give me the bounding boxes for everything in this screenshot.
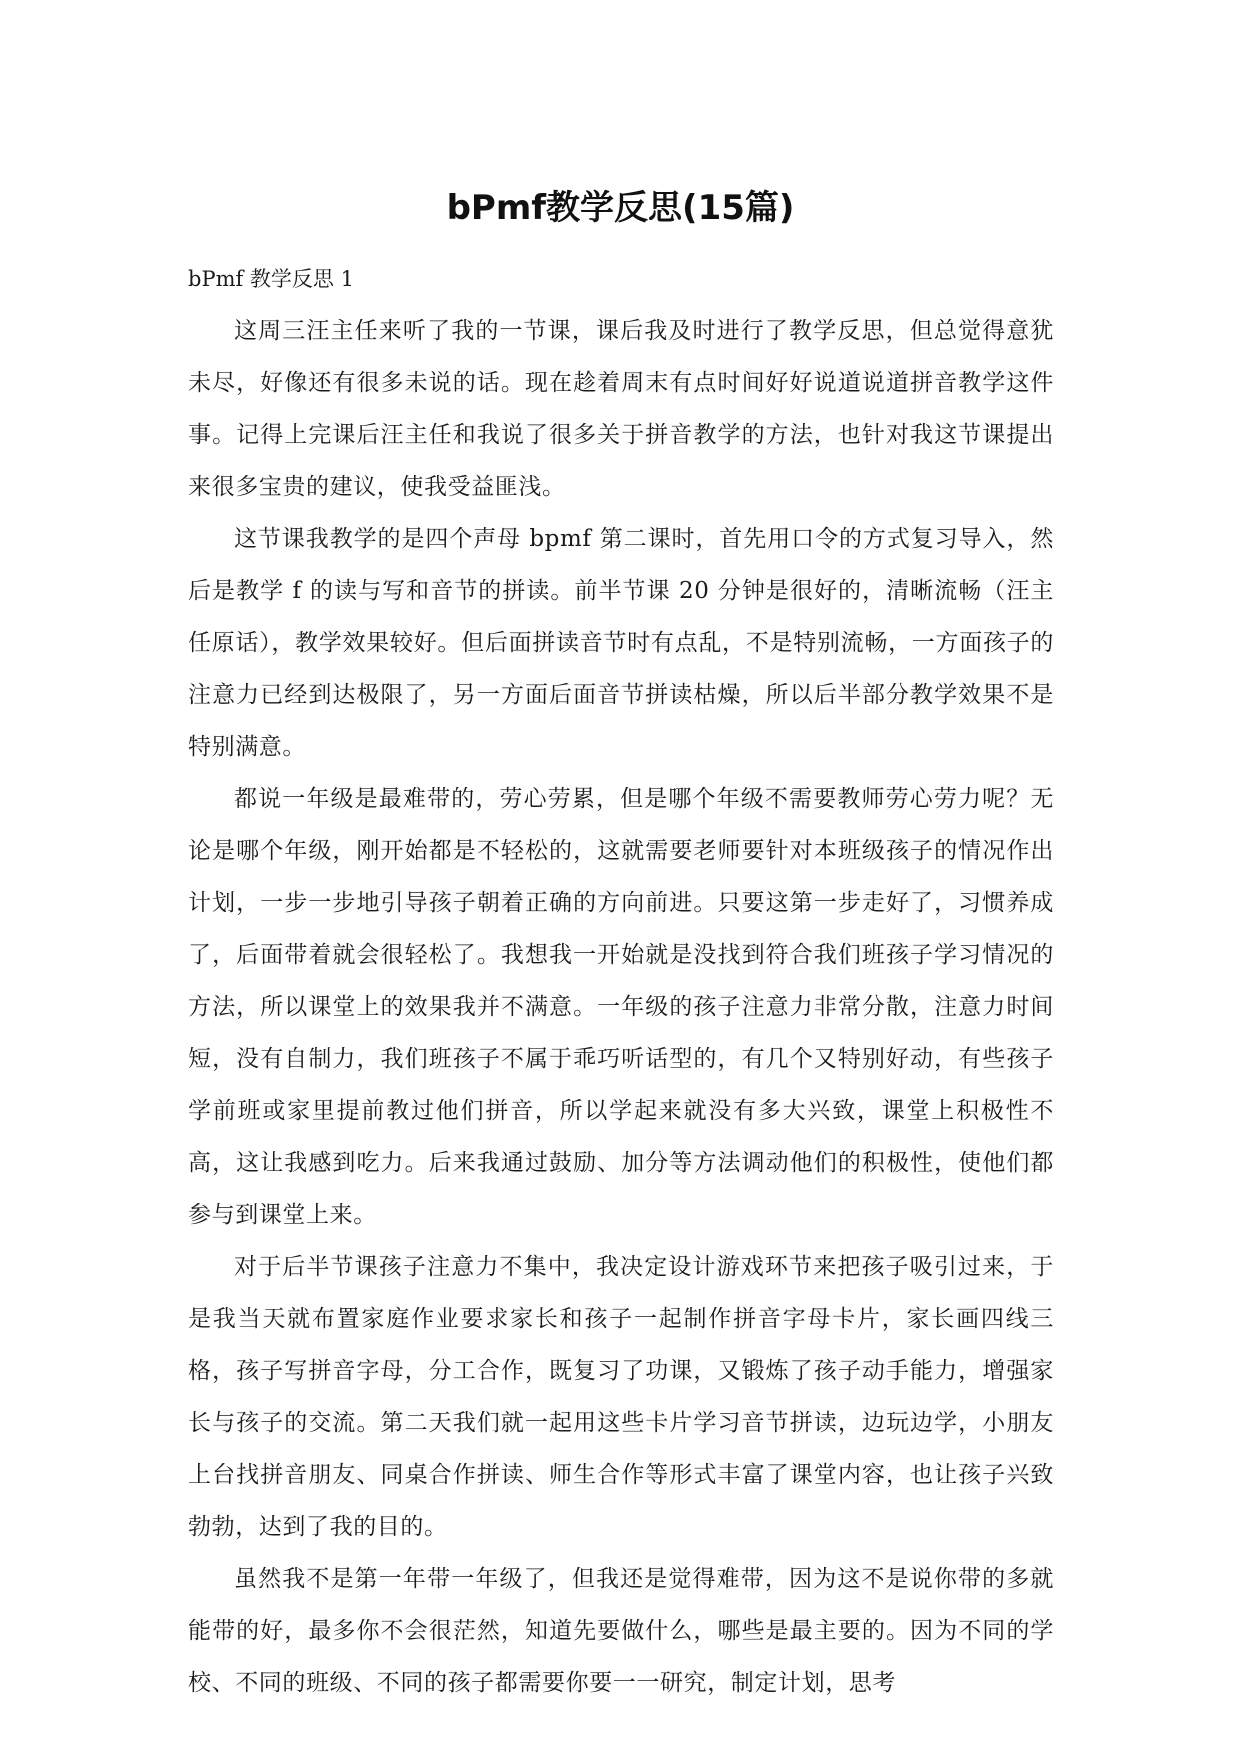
paragraph-4: 对于后半节课孩子注意力不集中，我决定设计游戏环节来把孩子吸引过来，于是我当天就布置家庭作业要求家长和孩子一起制作拼音字母卡片，家长画四线三格，孩子写拼音字母，分工合作，既复习了功课，又锻炼了孩子动手能力，增强家长与孩子的交流。第二天我们就一起用这些卡片学习音节拼读，边玩边学，小朋友上台找拼音朋友、同桌合作拼读、师生合作等形式丰富了课堂内容，也让孩子兴致勃勃，达到了我的目的。 [188, 1254, 1054, 1540]
paragraph-5: 虽然我不是第一年带一年级了，但我还是觉得难带，因为这不是说你带的多就能带的好，最多你不会很茫然，知道先要做什么，哪些是最主要的。因为不同的学校、不同的班级、不同的孩子都需要你要一一研究，制定计划，思考 [188, 1566, 1054, 1696]
document-body [188, 253, 1054, 1709]
paragraph-1: 这周三汪主任来听了我的一节课，课后我及时进行了教学反思，但总觉得意犹未尽，好像还有很多未说的话。现在趁着周末有点时间好好说道说道拼音教学这件事。记得上完课后汪主任和我说了很多关于拼音教学的方法，也针对我这节课提出来很多宝贵的建议，使我受益匪浅。 [188, 318, 1054, 500]
section-heading: bPmf 教学反思 1 [188, 267, 354, 291]
paragraph-3: 都说一年级是最难带的，劳心劳累，但是哪个年级不需要教师劳心劳力呢？无论是哪个年级，刚开始都是不轻松的，这就需要老师要针对本班级孩子的情况作出计划，一步一步地引导孩子朝着正确的方向前进。只要这第一步走好了，习惯养成了，后面带着就会很轻松了。我想我一开始就是没找到符合我们班孩子学习情况的方法，所以课堂上的效果我并不满意。一年级的孩子注意力非常分散，注意力时间短，没有自制力，我们班孩子不属于乖巧听话型的，有几个又特别好动，有些孩子学前班或家里提前教过他们拼音，所以学起来就没有多大兴致，课堂上积极性不高，这让我感到吃力。后来我通过鼓励、加分等方法调动他们的积极性，使他们都参与到课堂上来。 [188, 786, 1054, 1228]
document-title: bPmf教学反思(15篇) [446, 188, 795, 228]
paragraph-2: 这节课我教学的是四个声母 bpmf 第二课时，首先用口令的方式复习导入，然后是教学 f 的读与写和音节的拼读。前半节课 20 分钟是很好的，清晰流畅（汪主任原话），教学效果较好。但后面拼读音节时有点乱，不是特别流畅，一方面孩子的注意力已经到达极限了，另一方面后面音节拼读枯燥，所以后半部分教学效果不是特别满意。 [188, 526, 1054, 760]
